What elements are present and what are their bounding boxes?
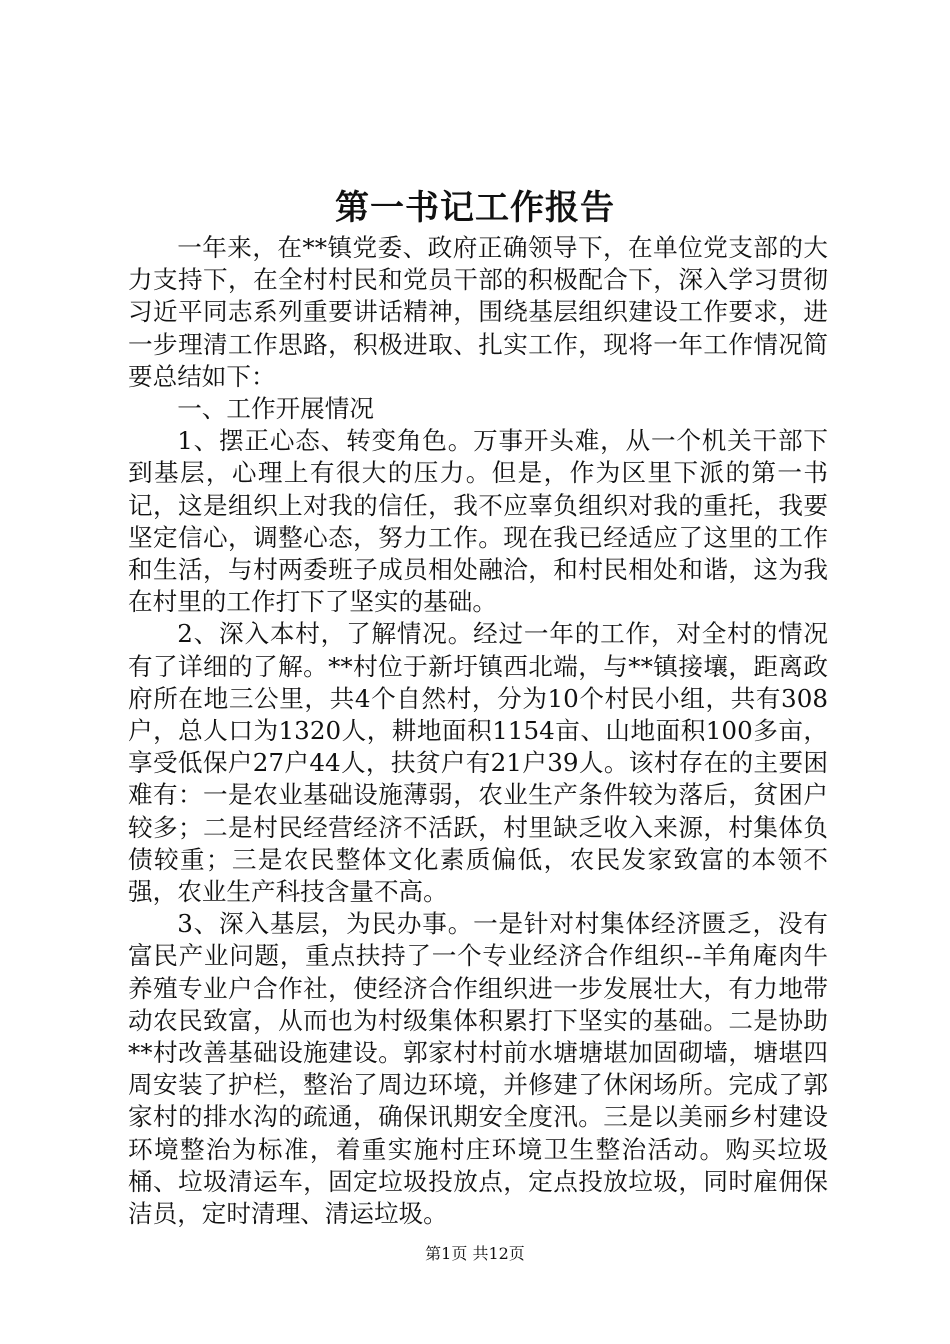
intro-paragraph: 一年来，在**镇党委、政府正确领导下，在单位党支部的大力支持下，在全村村民和党员干部的积极配合下，深入学习贯彻习近平同志系列重要讲话精神，围绕基层组织建设工作要求，进一步理清工作思路，积极进取、扎实工作，现将一年工作情况简要总结如下： — [128, 233, 828, 391]
paragraph-item-1: 1、摆正心态、转变角色。万事开头难，从一个机关干部下到基层，心理上有很大的压力。但是，作为区里下派的第一书记，这是组织上对我的信任，我不应辜负组织对我的重托，我要坚定信心，调整心态，努力工作。现在我已经适应了这里的工作和生活，与村两委班子成员相处融洽，和村民相处和谐，这为我在村里的工作打下了坚实的基础。 — [128, 426, 828, 617]
paragraph-item-2: 2、深入本村，了解情况。经过一年的工作，对全村的情况有了详细的了解。**村位于新圩镇西北端，与**镇接壤，距离政府所在地三公里，共4个自然村，分为10个村民小组，共有308户，总人口为1320人，耕地面积1154亩、山地面积100多亩，享受低保户27户44人，扶贫户有21户39人。该村存在的主要困难有：一是农业基础设施薄弱，农业生产条件较为落后，贫困户较多；二是村民经营经济不活跃，村里缺乏收入来源，村集体负债较重；三是农民整体文化素质偏低，农民发家致富的本领不强，农业生产科技含量不高。 — [128, 619, 828, 907]
page-footer: 第1页 共12页 — [425, 1244, 525, 1263]
document-title: 第一书记工作报告 — [335, 188, 615, 228]
section-heading: 一、工作开展情况 — [177, 394, 374, 424]
document-body — [128, 232, 828, 1230]
paragraph-item-3: 3、深入基层，为民办事。一是针对村集体经济匮乏，没有富民产业问题，重点扶持了一个专业经济合作组织--羊角庵肉牛养殖专业户合作社，使经济合作组织进一步发展壮大，有力地带动农民致富，从而也为村级集体积累打下坚实的基础。二是协助**村改善基础设施建设。郭家村村前水塘塘堪加固砌墙，塘堪四周安装了护栏，整治了周边环境，并修建了休闲场所。完成了郭家村的排水沟的疏通，确保讯期安全度汛。三是以美丽乡村建设环境整治为标准，着重实施村庄环境卫生整治活动。购买垃圾桶、垃圾清运车，固定垃圾投放点，定点投放垃圾，同时雇佣保洁员，定时清理、清运垃圾。 — [128, 909, 828, 1229]
